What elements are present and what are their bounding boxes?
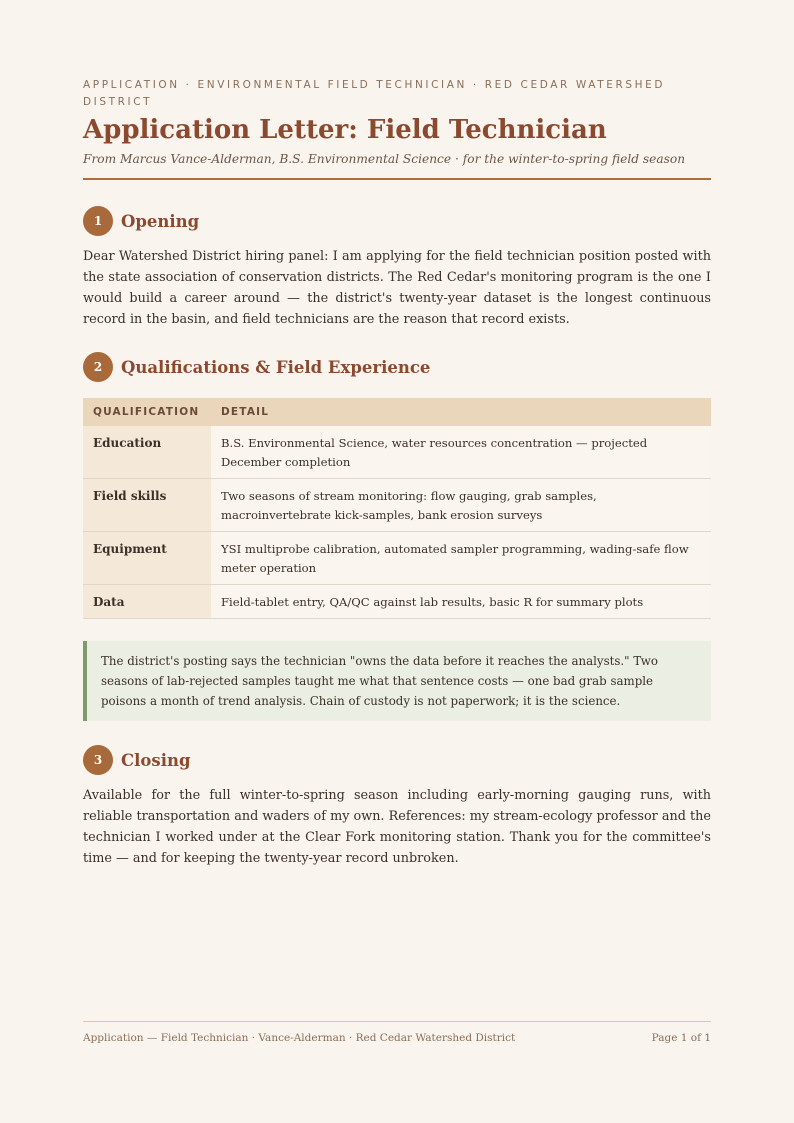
page-footer — [83, 1021, 711, 1044]
section-title: Closing — [121, 750, 191, 770]
table-row — [83, 532, 711, 585]
column-header-qualification: QUALIFICATION — [83, 398, 211, 426]
section-number-badge: 1 — [83, 206, 113, 236]
opening-paragraph: Dear Watershed District hiring panel: I am applying for the field technician position posted with the state association of conservation districts. The Red Cedar's monitoring program is the one I would build a career around — the district's twenty-year dataset is the longest continuous record in the basin, and field technicians are the reason that record exists. — [83, 249, 711, 327]
table-row — [83, 479, 711, 532]
table-header-row — [83, 398, 711, 426]
section-title: Opening — [121, 211, 200, 231]
quote-callout: The district's posting says the technician "owns the data before it reaches the analysts." Two seasons of lab-rejected samples taught me what that sentence costs — one bad grab sample poisons a month of trend analysis. Chain of custody is not paperwork; it is the science. — [83, 641, 711, 721]
page-subtitle: From Marcus Vance-Alderman, B.S. Environmental Science · for the winter-to-spring field season — [83, 152, 686, 166]
page-number: Page 1 of 1 — [651, 1032, 711, 1044]
detail-cell: B.S. Environmental Science, water resources concentration — projected December completion — [211, 426, 711, 479]
closing-paragraph: Available for the full winter-to-spring season including early-morning gauging runs, with reliable transportation and waders of my own. References: my stream-ecology professor and the technician I worked under at the Clear Fork monitoring station. Thank you for the committee's time — and for keeping the twenty-year record unbroken. — [83, 788, 711, 866]
detail-cell: Two seasons of stream monitoring: flow gauging, grab samples, macroinvertebrate kick-samples, bank erosion surveys — [211, 479, 711, 532]
section-title: Qualifications & Field Experience — [121, 357, 431, 377]
qualification-cell: Education — [83, 426, 211, 479]
section-opening-header — [83, 206, 711, 236]
detail-cell: Field-tablet entry, QA/QC against lab results, basic R for summary plots — [211, 585, 711, 619]
document-kicker: APPLICATION · ENVIRONMENTAL FIELD TECHNICIAN · RED CEDAR WATERSHED DISTRICT — [83, 79, 666, 108]
column-header-detail: DETAIL — [211, 398, 711, 426]
section-closing-header — [83, 745, 711, 775]
detail-cell: YSI multiprobe calibration, automated sampler programming, wading-safe flow meter operation — [211, 532, 711, 585]
table-row — [83, 585, 711, 619]
letter-page — [83, 0, 711, 869]
qualifications-table — [83, 398, 711, 619]
qualification-cell: Equipment — [83, 532, 211, 585]
footer-document-label: Application — Field Technician · Vance-Alderman · Red Cedar Watershed District — [83, 1032, 516, 1044]
qualification-cell: Data — [83, 585, 211, 619]
section-number-badge: 3 — [83, 745, 113, 775]
table-row — [83, 426, 711, 479]
qualification-cell: Field skills — [83, 479, 211, 532]
section-number-badge: 2 — [83, 352, 113, 382]
section-qualifications-header — [83, 352, 711, 382]
page-title: Application Letter: Field Technician — [83, 115, 607, 145]
header-divider — [83, 178, 711, 180]
